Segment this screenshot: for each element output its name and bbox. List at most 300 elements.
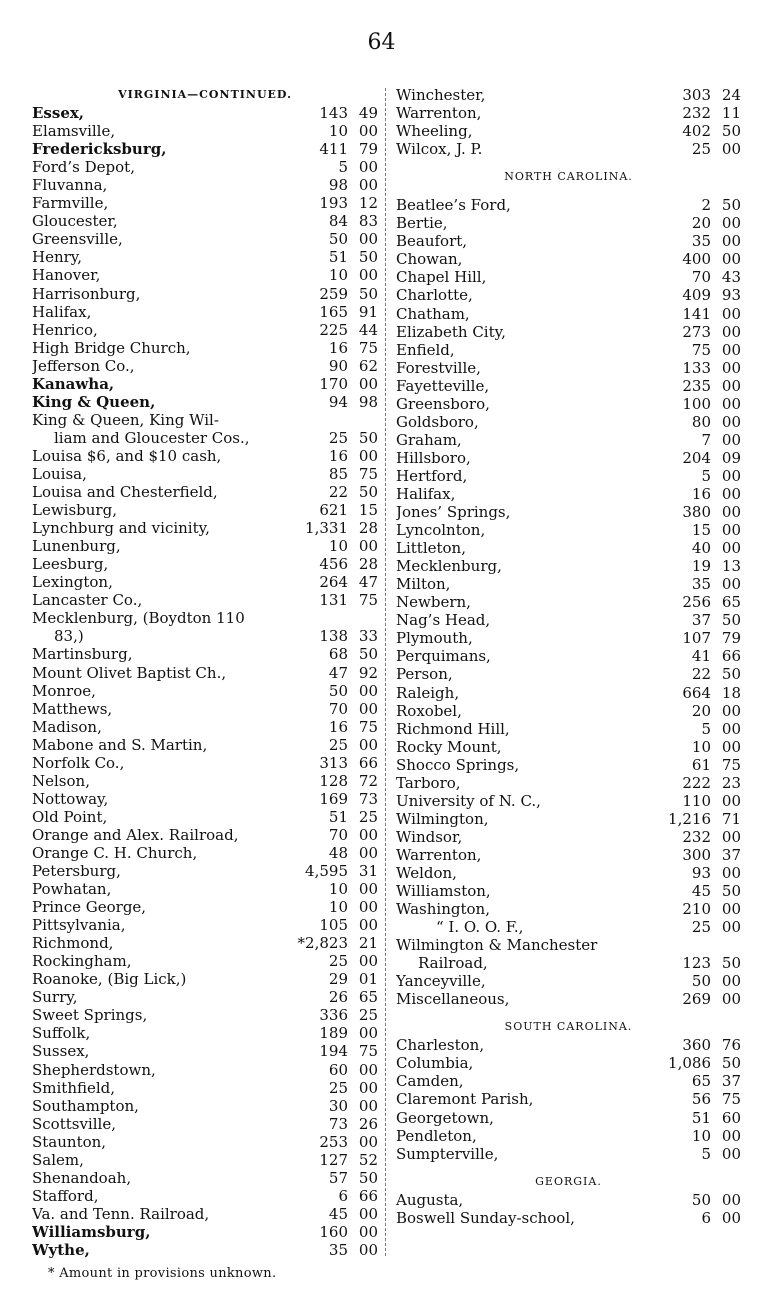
place-name: 83,) — [54, 627, 84, 646]
place-name: Sumpterville, — [396, 1144, 499, 1163]
place-name: Suffolk, — [32, 1024, 91, 1043]
ledger-row — [396, 629, 741, 647]
place-name: Kanawha, — [32, 374, 115, 393]
amount-cents: 00 — [721, 430, 741, 449]
amount-cents: 50 — [721, 122, 741, 141]
place-name: Mecklenburg, (Boydton 110 — [32, 609, 245, 628]
amount-dollars: 128 — [319, 771, 348, 790]
ledger-row — [32, 808, 378, 826]
place-name: Newbern, — [396, 593, 471, 612]
amount-cents: 00 — [358, 843, 378, 862]
ledger-row — [32, 682, 378, 700]
place-name: Warrenton, — [396, 104, 482, 123]
ledger-row — [32, 248, 378, 266]
amount-dollars: 75 — [691, 340, 711, 359]
ledger-row — [32, 158, 378, 176]
amount-dollars: 25 — [328, 1078, 348, 1097]
ledger-row — [396, 395, 741, 413]
amount-dollars: 621 — [319, 501, 348, 520]
amount-cents: 00 — [358, 1024, 378, 1043]
amount-dollars: 48 — [328, 843, 348, 862]
ledger-row — [32, 1151, 378, 1169]
place-name: Powhatan, — [32, 880, 112, 899]
ledger-row — [32, 447, 378, 465]
place-name: Ford’s Depot, — [32, 158, 135, 177]
amount-dollars: 61 — [691, 755, 711, 774]
ledger-row — [396, 1072, 741, 1090]
place-name: University of N. C., — [396, 791, 541, 810]
amount-dollars: 20 — [691, 214, 711, 233]
amount-dollars: 2 — [701, 196, 711, 215]
amount-dollars: 25 — [328, 428, 348, 447]
place-name: Camden, — [396, 1072, 464, 1091]
ledger-row — [396, 196, 741, 214]
place-name: Railroad, — [418, 954, 488, 973]
amount-cents: 13 — [721, 557, 741, 576]
place-name: Va. and Tenn. Railroad, — [32, 1204, 210, 1223]
ledger-row — [396, 557, 741, 575]
ledger-row — [396, 828, 741, 846]
place-name: Hertford, — [396, 466, 468, 485]
amount-cents: 50 — [721, 665, 741, 684]
place-name: Shepherdstown, — [32, 1060, 156, 1079]
amount-cents: 37 — [721, 1072, 741, 1091]
amount-dollars: 85 — [328, 464, 348, 483]
ledger-row — [396, 647, 741, 665]
amount-cents: 71 — [721, 809, 741, 828]
amount-dollars: 160 — [319, 1222, 348, 1241]
amount-dollars: 10 — [328, 880, 348, 899]
place-name: Pittsylvania, — [32, 916, 126, 935]
amount-dollars: 400 — [682, 250, 711, 269]
place-name: Stafford, — [32, 1186, 99, 1205]
place-name: Warrenton, — [396, 845, 482, 864]
place-name: Jefferson Co., — [32, 356, 135, 375]
ledger-row — [32, 880, 378, 898]
ledger-row — [396, 900, 741, 918]
amount-dollars: 169 — [319, 789, 348, 808]
amount-cents: 00 — [358, 1222, 378, 1241]
place-name: Raleigh, — [396, 683, 460, 702]
place-name: Shocco Springs, — [396, 755, 520, 774]
amount-dollars: 57 — [328, 1168, 348, 1187]
amount-dollars: 16 — [328, 717, 348, 736]
amount-cents: 79 — [358, 140, 378, 159]
amount-cents: 25 — [358, 1006, 378, 1025]
amount-dollars: 93 — [691, 863, 711, 882]
place-name: Nelson, — [32, 771, 90, 790]
georgia-rows — [396, 1191, 741, 1227]
amount-dollars: 50 — [328, 681, 348, 700]
amount-dollars: 1,216 — [668, 809, 711, 828]
place-name: Wheeling, — [396, 122, 473, 141]
amount-cents: 75 — [358, 591, 378, 610]
amount-dollars: 10 — [691, 1126, 711, 1145]
amount-cents: 00 — [358, 880, 378, 899]
place-name: Richmond Hill, — [396, 719, 510, 738]
place-name: Williamston, — [396, 882, 491, 901]
amount-dollars: 165 — [319, 302, 348, 321]
place-name: Sweet Springs, — [32, 1006, 148, 1025]
place-name: Lynchburg and vicinity, — [32, 519, 210, 538]
ledger-row — [396, 521, 741, 539]
amount-dollars: 16 — [328, 338, 348, 357]
ledger-row — [396, 1054, 741, 1072]
ledger-row — [396, 1145, 741, 1163]
ledger-row — [32, 537, 378, 555]
amount-dollars: 73 — [328, 1114, 348, 1133]
amount-dollars: 51 — [328, 248, 348, 267]
place-name: Wilcox, J. P. — [396, 140, 483, 159]
amount-dollars: 10 — [328, 122, 348, 141]
ledger-row — [32, 988, 378, 1006]
ledger-row — [396, 611, 741, 629]
amount-cents: 00 — [721, 484, 741, 503]
amount-dollars: 35 — [691, 232, 711, 251]
place-name: Hanover, — [32, 266, 101, 285]
place-name: Perquimans, — [396, 647, 491, 666]
ledger-row — [32, 1024, 378, 1042]
ledger-row — [396, 738, 741, 756]
amount-cents: 75 — [358, 1042, 378, 1061]
south-carolina-rows — [396, 1036, 741, 1162]
amount-dollars: 70 — [328, 699, 348, 718]
ledger-row — [396, 990, 741, 1008]
ledger-row — [32, 952, 378, 970]
amount-dollars: 35 — [328, 1241, 348, 1259]
amount-dollars: 5 — [701, 1144, 711, 1163]
ledger-row — [396, 539, 741, 557]
ledger-row — [32, 230, 378, 248]
ledger-row — [396, 846, 741, 864]
place-name: Scottsville, — [32, 1114, 116, 1133]
place-name: Richmond, — [32, 934, 114, 953]
ledger-row — [32, 483, 378, 501]
amount-dollars: 6 — [338, 1186, 348, 1205]
place-name: Yanceyville, — [396, 972, 486, 991]
place-name: Mecklenburg, — [396, 557, 502, 576]
place-name: Halifax, — [396, 484, 456, 503]
amount-dollars: 16 — [691, 484, 711, 503]
place-name: Monroe, — [32, 681, 96, 700]
amount-cents: 00 — [721, 340, 741, 359]
amount-cents: 00 — [721, 791, 741, 810]
amount-cents: 00 — [721, 918, 741, 937]
amount-cents: 18 — [721, 683, 741, 702]
amount-cents: 92 — [358, 663, 378, 682]
ledger-row — [396, 1209, 741, 1227]
amount-cents: 72 — [358, 771, 378, 790]
ledger-row — [396, 140, 741, 158]
ledger-row — [396, 702, 741, 720]
ledger-row — [32, 591, 378, 609]
amount-dollars: 127 — [319, 1150, 348, 1169]
amount-dollars: 84 — [328, 212, 348, 231]
ledger-row — [32, 411, 378, 429]
place-name: Columbia, — [396, 1054, 474, 1073]
ledger-row — [32, 1223, 378, 1241]
place-name: Augusta, — [396, 1190, 464, 1209]
place-name: Chowan, — [396, 250, 463, 269]
ledger-row — [396, 304, 741, 322]
amount-cents: 43 — [721, 268, 741, 287]
ledger-row — [32, 736, 378, 754]
ledger-row — [32, 934, 378, 952]
ledger-row — [32, 429, 378, 447]
amount-cents: 75 — [721, 755, 741, 774]
ledger-row — [396, 86, 741, 104]
amount-cents: 50 — [358, 284, 378, 303]
amount-cents: 62 — [358, 356, 378, 375]
amount-cents: 00 — [358, 230, 378, 249]
place-name: Forestville, — [396, 358, 481, 377]
amount-cents: 00 — [721, 1208, 741, 1227]
ledger-row — [396, 792, 741, 810]
place-name: Hillsboro, — [396, 448, 471, 467]
amount-cents: 66 — [358, 1186, 378, 1205]
amount-cents: 50 — [721, 1054, 741, 1073]
place-name: Staunton, — [32, 1132, 107, 1151]
place-name: Jones’ Springs, — [396, 503, 511, 522]
north-carolina-rows — [396, 196, 741, 1008]
ledger-row — [396, 268, 741, 286]
ledger-row — [32, 1115, 378, 1133]
amount-dollars: 133 — [682, 358, 711, 377]
amount-cents: 00 — [721, 863, 741, 882]
amount-dollars: 225 — [319, 320, 348, 339]
place-name: Graham, — [396, 430, 462, 449]
amount-dollars: 143 — [319, 104, 348, 123]
place-name: Old Point, — [32, 807, 108, 826]
place-name: Farmville, — [32, 194, 109, 213]
place-name: Goldsboro, — [396, 412, 479, 431]
ledger-row — [32, 754, 378, 772]
ledger-row — [32, 555, 378, 573]
place-name: Fayetteville, — [396, 376, 490, 395]
ledger-row — [396, 864, 741, 882]
place-name: Martinsburg, — [32, 645, 133, 664]
amount-cents: 00 — [721, 304, 741, 323]
place-name: Pendleton, — [396, 1126, 477, 1145]
ledger-row — [32, 1133, 378, 1151]
amount-cents: 00 — [358, 681, 378, 700]
amount-dollars: 5 — [701, 466, 711, 485]
amount-dollars: 456 — [319, 555, 348, 574]
place-name: King & Queen, King Wil- — [32, 410, 219, 429]
amount-dollars: 273 — [682, 322, 711, 341]
amount-dollars: 222 — [682, 773, 711, 792]
amount-dollars: 402 — [682, 122, 711, 141]
amount-cents: 65 — [358, 988, 378, 1007]
amount-cents: 00 — [358, 916, 378, 935]
amount-cents: 00 — [721, 214, 741, 233]
ledger-row — [396, 449, 741, 467]
amount-dollars: 6 — [701, 1208, 711, 1227]
amount-cents: 50 — [721, 882, 741, 901]
place-name: King & Queen, — [32, 392, 156, 411]
amount-cents: 00 — [358, 735, 378, 754]
ledger-row — [396, 250, 741, 268]
ledger-row — [32, 772, 378, 790]
amount-cents: 73 — [358, 789, 378, 808]
amount-cents: 00 — [721, 701, 741, 720]
place-name: Beatlee’s Ford, — [396, 196, 511, 215]
place-name: Roxobel, — [396, 701, 462, 720]
ledger-row — [32, 1042, 378, 1060]
ledger-row — [396, 882, 741, 900]
ledger-row — [32, 212, 378, 230]
ledger-row — [32, 339, 378, 357]
amount-dollars: 193 — [319, 194, 348, 213]
amount-dollars: 22 — [691, 665, 711, 684]
amount-dollars: 256 — [682, 593, 711, 612]
place-name: Boswell Sunday-school, — [396, 1208, 575, 1227]
amount-cents: 12 — [358, 194, 378, 213]
amount-cents: 00 — [721, 521, 741, 540]
place-name: Tarboro, — [396, 773, 461, 792]
place-name: Bertie, — [396, 214, 448, 233]
ledger-row — [32, 194, 378, 212]
amount-cents: 50 — [721, 196, 741, 215]
amount-cents: 75 — [358, 717, 378, 736]
place-name: Leesburg, — [32, 555, 109, 574]
place-name: Orange C. H. Church, — [32, 843, 198, 862]
ledger-row — [32, 970, 378, 988]
place-name: Milton, — [396, 575, 451, 594]
georgia-heading: GEORGIA. — [535, 1174, 602, 1188]
place-name: Prince George, — [32, 898, 147, 917]
amount-cents: 00 — [358, 374, 378, 393]
ledger-row — [396, 232, 741, 250]
amount-cents: 00 — [721, 376, 741, 395]
amount-dollars: 35 — [691, 575, 711, 594]
virginia-heading: VIRGINIA—CONTINUED. — [118, 88, 292, 101]
amount-cents: 00 — [721, 322, 741, 341]
amount-dollars: 45 — [328, 1204, 348, 1223]
ledger-row — [396, 485, 741, 503]
ledger-row — [32, 122, 378, 140]
ledger-row — [396, 810, 741, 828]
ledger-row — [32, 140, 378, 158]
amount-dollars: 138 — [319, 627, 348, 646]
amount-dollars: 210 — [682, 900, 711, 919]
ledger-row — [396, 1090, 741, 1108]
ledger-row — [32, 357, 378, 375]
place-name: Charlotte, — [396, 286, 473, 305]
amount-cents: 33 — [358, 627, 378, 646]
ledger-row — [396, 104, 741, 122]
amount-cents: 65 — [721, 593, 741, 612]
amount-dollars: 51 — [328, 807, 348, 826]
amount-cents: 28 — [358, 519, 378, 538]
ledger-row — [32, 627, 378, 645]
amount-cents: 25 — [358, 807, 378, 826]
amount-dollars: 131 — [319, 591, 348, 610]
place-name: “ I. O. O. F., — [436, 918, 524, 937]
place-name: Winchester, — [396, 86, 486, 105]
place-name: Enfield, — [396, 340, 455, 359]
amount-dollars: 269 — [682, 990, 711, 1009]
place-name: Charleston, — [396, 1036, 485, 1055]
amount-cents: 66 — [358, 753, 378, 772]
place-name: Salem, — [32, 1150, 84, 1169]
amount-dollars: 123 — [682, 954, 711, 973]
amount-dollars: 10 — [691, 737, 711, 756]
place-name: Roanoke, (Big Lick,) — [32, 970, 187, 989]
ledger-row — [32, 718, 378, 736]
place-name: Elamsville, — [32, 122, 116, 141]
amount-dollars: 232 — [682, 827, 711, 846]
place-name: Nag’s Head, — [396, 611, 491, 630]
amount-dollars: 303 — [682, 86, 711, 105]
amount-dollars: 300 — [682, 845, 711, 864]
amount-dollars: 141 — [682, 304, 711, 323]
amount-dollars: 19 — [691, 557, 711, 576]
amount-dollars: 68 — [328, 645, 348, 664]
amount-dollars: 47 — [328, 663, 348, 682]
place-name: Rocky Mount, — [396, 737, 502, 756]
place-name: Washington, — [396, 900, 490, 919]
place-name: Lunenburg, — [32, 537, 121, 556]
amount-cents: 00 — [358, 1060, 378, 1079]
amount-dollars: 105 — [319, 916, 348, 935]
amount-dollars: 110 — [682, 791, 711, 810]
virginia-continued-rows — [396, 86, 741, 158]
right-column — [396, 86, 741, 1227]
amount-cents: 00 — [358, 122, 378, 141]
ledger-row — [32, 790, 378, 808]
place-name: Louisa and Chesterfield, — [32, 483, 218, 502]
ledger-row — [32, 1097, 378, 1115]
amount-cents: 00 — [721, 719, 741, 738]
place-name: Williamsburg, — [32, 1222, 151, 1241]
amount-dollars: 7 — [701, 430, 711, 449]
place-name: Lyncolnton, — [396, 521, 486, 540]
amount-dollars: 189 — [319, 1024, 348, 1043]
amount-dollars: 664 — [682, 683, 711, 702]
column-divider — [385, 88, 386, 1256]
ledger-row — [396, 1127, 741, 1145]
place-name: Wilmington & Manchester — [396, 936, 598, 955]
amount-cents: 00 — [358, 1078, 378, 1097]
ledger-row — [396, 1036, 741, 1054]
ledger-row — [396, 359, 741, 377]
amount-cents: 23 — [721, 773, 741, 792]
amount-dollars: 26 — [328, 988, 348, 1007]
ledger-row — [396, 936, 741, 954]
place-name: Weldon, — [396, 863, 457, 882]
ledger-row — [396, 431, 741, 449]
place-name: Halifax, — [32, 302, 92, 321]
amount-dollars: 51 — [691, 1108, 711, 1127]
ledger-row — [32, 1205, 378, 1223]
ledger-row — [32, 375, 378, 393]
amount-dollars: 380 — [682, 503, 711, 522]
place-name: Lexington, — [32, 573, 113, 592]
ledger-row — [396, 341, 741, 359]
amount-cents: 00 — [721, 1190, 741, 1209]
ledger-row — [32, 501, 378, 519]
ledger-row — [396, 323, 741, 341]
amount-cents: 15 — [358, 501, 378, 520]
amount-dollars: 25 — [328, 952, 348, 971]
amount-cents: 00 — [721, 575, 741, 594]
place-name: Beaufort, — [396, 232, 468, 251]
ledger-row — [32, 284, 378, 302]
ledger-row — [32, 898, 378, 916]
amount-dollars: 100 — [682, 394, 711, 413]
amount-cents: 26 — [358, 1114, 378, 1133]
